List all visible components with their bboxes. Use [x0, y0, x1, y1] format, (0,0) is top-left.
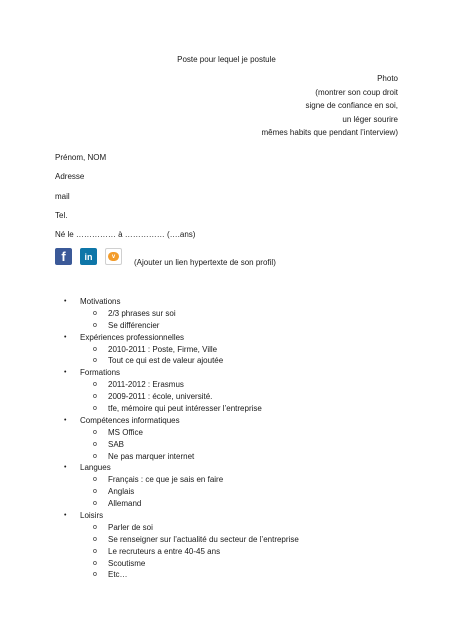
section-title: Formations — [80, 368, 121, 378]
tel-field: Tel. — [55, 211, 68, 220]
sub-bullet-icon: o — [93, 393, 97, 401]
list-item-text: 2010-2011 : Poste, Firme, Ville — [108, 344, 218, 354]
sub-bullet-icon: o — [93, 428, 97, 436]
bullet-icon: • — [64, 333, 67, 341]
list-item — [0, 391, 453, 403]
page-title: Poste pour lequel je postule — [177, 55, 276, 64]
bullet-icon: • — [64, 512, 67, 520]
photo-line: Photo — [377, 74, 398, 83]
photo-line: mêmes habits que pendant l’interview) — [261, 128, 398, 138]
list-item — [0, 534, 453, 546]
photo-placeholder — [261, 72, 398, 140]
list-item — [0, 427, 453, 439]
sub-bullet-icon: o — [93, 488, 97, 496]
address-field: Adresse — [55, 172, 85, 181]
sub-bullet-icon: o — [93, 309, 97, 317]
list-item-text: Se renseigner sur l’actualité du secteur de l’entreprise — [108, 534, 299, 544]
sub-bullet-icon: o — [93, 405, 97, 413]
list-item — [0, 308, 453, 320]
list-item-text: Parler de soi — [108, 522, 153, 532]
list-item-text: Se différencier — [108, 320, 160, 330]
list-item-text: Français : ce que je sais en faire — [108, 475, 224, 485]
sub-bullet-icon: o — [93, 559, 97, 567]
sub-bullet-icon: o — [93, 345, 97, 353]
list-item — [0, 379, 453, 391]
list-item — [0, 320, 453, 332]
list-item — [0, 486, 453, 498]
list-item — [0, 558, 453, 570]
sub-bullet-icon: o — [93, 381, 97, 389]
photo-line: un léger sourire — [342, 114, 398, 124]
list-item — [0, 522, 453, 534]
list-item-text: Ne pas marquer internet — [108, 451, 195, 461]
social-note: (Ajouter un lien hypertexte de son profil) — [134, 257, 276, 267]
list-item — [0, 451, 453, 463]
list-item-text: Anglais — [108, 487, 135, 497]
name-field: Prénom, NOM — [55, 153, 107, 162]
sub-bullet-icon: o — [93, 500, 97, 508]
list-item-text: 2009-2011 : école, université. — [108, 392, 213, 402]
list-item-text: 2/3 phrases sur soi — [108, 308, 176, 318]
mail-field: mail — [55, 192, 70, 201]
section-heading — [0, 332, 453, 344]
sub-bullet-icon: o — [93, 547, 97, 555]
section-title: Motivations — [80, 297, 121, 306]
social-links — [55, 248, 276, 265]
list-item-text: Tout ce qui est de valeur ajoutée — [108, 356, 224, 366]
list-item-text: Etc… — [108, 570, 128, 580]
section-title: Expériences professionnelles — [80, 332, 185, 342]
section-title: Compétences informatiques — [80, 415, 180, 425]
cv-sections — [0, 296, 453, 581]
sub-bullet-icon: o — [93, 523, 97, 531]
list-item-text: Scoutisme — [108, 558, 146, 568]
section-heading — [0, 462, 453, 474]
section-title: Langues — [80, 463, 111, 473]
section-heading — [0, 296, 453, 308]
list-item — [0, 474, 453, 486]
section-heading — [0, 415, 453, 427]
bullet-icon: • — [64, 369, 67, 377]
sub-bullet-icon: o — [93, 476, 97, 484]
bullet-icon: • — [64, 298, 67, 305]
list-item-text: 2011-2012 : Erasmus — [108, 380, 184, 390]
list-item-text: Le recruteurs a entre 40-45 ans — [108, 546, 221, 556]
bullet-icon: • — [64, 416, 67, 424]
bullet-icon: • — [64, 464, 67, 472]
sub-bullet-icon: o — [93, 452, 97, 460]
list-item-text: MS Office — [108, 427, 143, 437]
list-item — [0, 403, 453, 415]
sub-bullet-icon: o — [93, 357, 97, 365]
linkedin-icon[interactable]: in — [80, 248, 97, 265]
sub-bullet-icon: o — [93, 440, 97, 448]
facebook-icon[interactable]: f — [55, 248, 72, 265]
list-item-text: Allemand — [108, 499, 142, 509]
section-heading — [0, 367, 453, 379]
list-item — [0, 498, 453, 510]
list-item-text: SAB — [108, 439, 125, 449]
list-item — [0, 355, 453, 367]
photo-line: (montrer son coup droit — [315, 87, 398, 97]
viadeo-icon[interactable]: v — [105, 248, 122, 265]
list-item — [0, 569, 453, 581]
photo-line: signe de confiance en soi, — [305, 101, 398, 111]
list-item — [0, 439, 453, 451]
section-heading — [0, 510, 453, 522]
sub-bullet-icon: o — [93, 571, 97, 579]
sub-bullet-icon: o — [93, 321, 97, 329]
sub-bullet-icon: o — [93, 535, 97, 543]
list-item — [0, 546, 453, 558]
list-item-text: tfe, mémoire qui peut intéresser l’entreprise — [108, 404, 262, 414]
list-item — [0, 344, 453, 356]
birth-field: Né le …………… à …………… (….ans) — [55, 230, 196, 239]
section-title: Loisirs — [80, 511, 104, 521]
